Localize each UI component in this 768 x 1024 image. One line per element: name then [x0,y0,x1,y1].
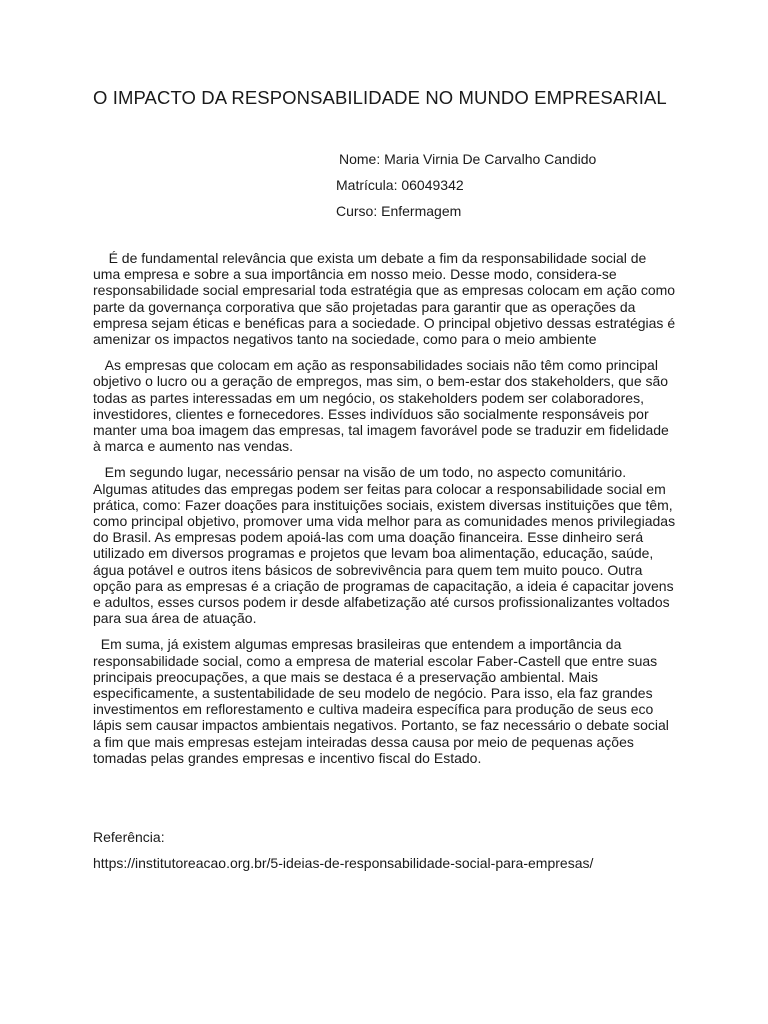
author-course: Curso: Enfermagem [336,203,462,219]
document-body [93,250,677,776]
paragraph-4: Em suma, já existem algumas empresas brasileiras que entendem a importância da responsabilidade social, como a empresa de material escolar Faber-Castell que entre suas principais preocupações, a que mais se destaca é a preservação ambiental. Mais especificamente, a sustentabilidade de seu modelo de negócio. Para isso, ela faz grandes investimentos em reflorestamento e cultiva madeira específica para produção de seus eco lápis sem causar impactos ambientais negativos. Portanto, se faz necessário o debate social a fim que mais empresas estejam inteiradas dessa causa por meio de pequenas ações tomadas pelas grandes empresas e incentivo fiscal do Estado. [93,636,673,766]
reference-label: Referência: [93,829,165,845]
paragraph-1: É de fundamental relevância que exista um debate a fim da responsabilidade social de uma empresa e sobre a sua importância em nosso meio. Desse modo, considera-se responsabilidade social empresarial toda estratégia que as empresas colocam em ação como parte da governança corporativa que são projetadas para garantir que as operações da empresa sejam éticas e benéficas para a sociedade. O principal objetivo dessas estratégias é amenizar os impactos negativos tanto na sociedade, como para o meio ambiente [93,250,679,348]
author-name: Nome: Maria Virnia De Carvalho Candido [339,151,597,167]
author-info [336,146,596,224]
reference-url: https://institutoreacao.org.br/5-ideias-de-responsabilidade-social-para-empresas/ [93,855,594,871]
paragraph-3: Em segundo lugar, necessário pensar na visão de um todo, no aspecto comunitário. Algumas atitudes das empregas podem ser feitas para colocar a responsabilidade social em prática, como: Fazer doações para instituições sociais, existem diversas instituições que têm, como principal objetivo, promover uma vida melhor para as comunidades menos privilegiadas do Brasil. As empresas podem apoiá-las com uma doação financeira. Esse dinheiro será utilizado em diversos programas e projetos que levam boa alimentação, educação, saúde, água potável e outros itens básicos de sobrevivência para quem tem muito pouco. Outra opção para as empresas é a criação de programas de capacitação, a ideia é capacitar jovens e adultos, esses cursos podem ir desde alfabetização até cursos profissionalizantes voltados para sua área de atuação. [93,464,679,627]
document-title: O IMPACTO DA RESPONSABILIDADE NO MUNDO EMPRESARIAL [93,87,667,108]
author-registration: Matrícula: 06049342 [336,177,464,193]
reference-section [93,829,593,871]
paragraph-2: As empresas que colocam em ação as responsabilidades sociais não têm como principal objetivo o lucro ou a geração de empregos, mas sim, o bem-estar dos stakeholders, que são todas as partes interessadas em um negócio, os stakeholders podem ser colaboradores, investidores, clientes e fornecedores. Esses indivíduos são socialmente responsáveis por manter uma boa imagem das empresas, tal imagem favorável pode se traduzir em fidelidade à marca e aumento nas vendas. [93,357,673,455]
